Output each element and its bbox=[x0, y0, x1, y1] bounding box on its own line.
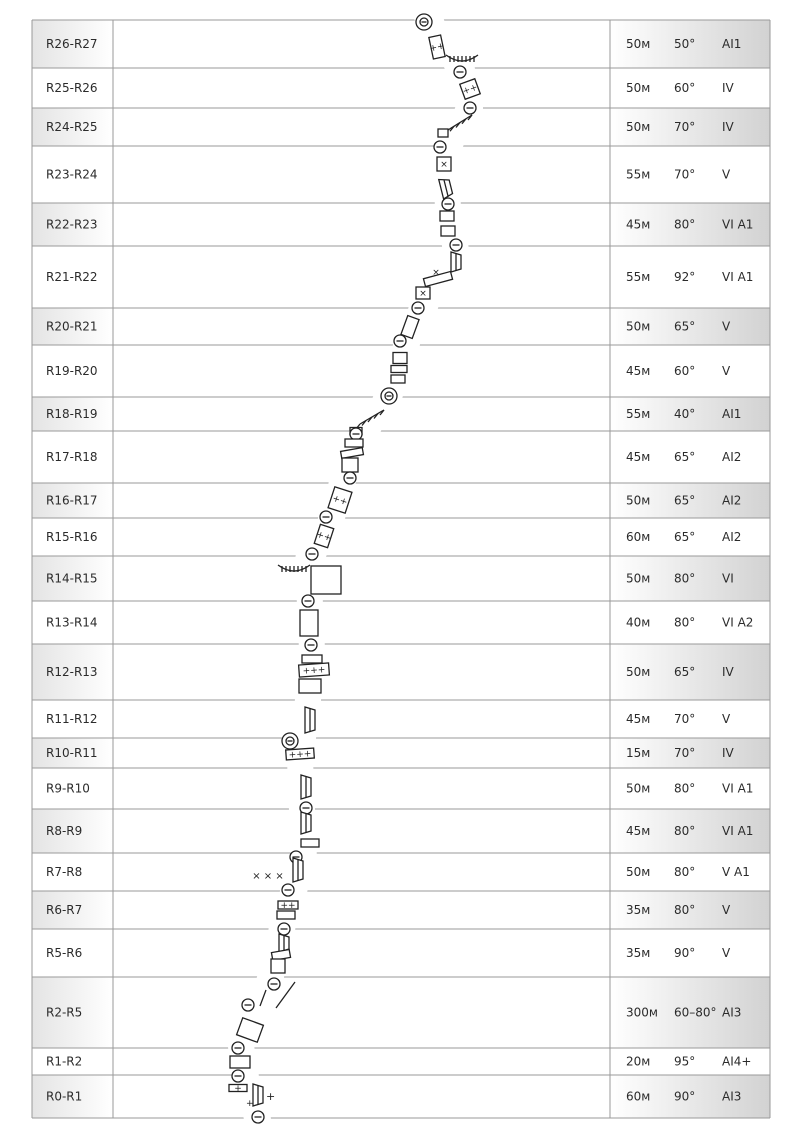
pitch-grade: AI1 bbox=[722, 407, 742, 421]
pitch-grade: VI A1 bbox=[722, 270, 754, 284]
pitch-name: R10-R11 bbox=[46, 746, 98, 760]
pitch-name: R24-R25 bbox=[46, 120, 98, 134]
pitch-grade: V bbox=[722, 946, 731, 960]
pitch-name: R16-R17 bbox=[46, 493, 98, 508]
pitch-name: R19-R20 bbox=[46, 364, 98, 378]
slab-marks: +++ bbox=[302, 665, 326, 677]
pitch-angle: 65° bbox=[674, 530, 696, 544]
dihedral-icon bbox=[301, 775, 311, 799]
pitch-angle: 70° bbox=[674, 167, 696, 182]
pitch-grade: V bbox=[722, 712, 731, 726]
dihedral-icon bbox=[301, 812, 311, 834]
terrain-block-icon bbox=[230, 1056, 250, 1068]
pitch-grade: VI A1 bbox=[722, 824, 754, 838]
terrain-block-icon bbox=[302, 655, 322, 663]
pitch-angle: 60° bbox=[674, 81, 696, 95]
pitch-grade: V A1 bbox=[722, 865, 750, 879]
pitch-length: 45м bbox=[626, 712, 651, 726]
terrain-block-icon bbox=[391, 366, 407, 373]
pitch-name: R21-R22 bbox=[46, 270, 98, 284]
pitch-grade: AI3 bbox=[722, 1005, 742, 1020]
terrain-block-icon bbox=[342, 458, 358, 472]
pitch-grade: VI A2 bbox=[722, 615, 754, 630]
pitch-length: 60м bbox=[626, 530, 651, 544]
pitch-length: 50м bbox=[626, 120, 651, 134]
dihedral-icon bbox=[293, 858, 303, 882]
dihedral-icon bbox=[253, 1084, 263, 1106]
pitch-grade: AI4+ bbox=[722, 1054, 752, 1069]
pitch-angle: 65° bbox=[674, 493, 696, 508]
pitch-name: R26-R27 bbox=[46, 37, 98, 51]
pitch-angle: 40° bbox=[674, 407, 696, 421]
pitch-name: R18-R19 bbox=[46, 407, 98, 421]
pitch-name: R15-R16 bbox=[46, 530, 98, 544]
pitch-name: R5-R6 bbox=[46, 946, 83, 960]
slab-marks: ++ bbox=[314, 529, 333, 545]
slab-marks: × bbox=[419, 289, 427, 299]
pitch-grade: IV bbox=[722, 81, 734, 95]
pitch-grade: IV bbox=[722, 120, 734, 134]
pitch-length: 45м bbox=[626, 364, 651, 378]
pitch-angle: 50° bbox=[674, 37, 696, 51]
pitch-length: 40м bbox=[626, 615, 651, 630]
pitch-angle: 65° bbox=[674, 319, 696, 334]
pitch-name: R8-R9 bbox=[46, 824, 83, 838]
pitch-angle: 92° bbox=[674, 270, 696, 284]
terrain-block-icon bbox=[438, 129, 448, 137]
pitch-angle: 80° bbox=[674, 571, 696, 586]
piton-mark: × bbox=[432, 268, 440, 278]
piton-marks: × × × bbox=[252, 871, 284, 882]
pitch-angle: 80° bbox=[674, 781, 696, 796]
slab-marks: + bbox=[234, 1084, 242, 1094]
pitch-name: R23-R24 bbox=[46, 167, 98, 182]
pitch-grade: IV bbox=[722, 665, 734, 679]
pitch-name: R14-R15 bbox=[46, 571, 98, 586]
slab-marks: ++ bbox=[461, 82, 480, 98]
terrain-block-icon bbox=[393, 353, 407, 364]
pitch-name: R7-R8 bbox=[46, 865, 83, 879]
pitch-length: 300м bbox=[626, 1005, 658, 1020]
terrain-block-icon bbox=[311, 566, 341, 594]
bolt-mark: + bbox=[246, 1099, 254, 1109]
slab-marks: × bbox=[440, 160, 448, 170]
pitch-name: R6-R7 bbox=[46, 903, 83, 917]
pitch-angle: 65° bbox=[674, 450, 696, 464]
pitch-length: 45м bbox=[626, 450, 651, 464]
pitch-angle: 90° bbox=[674, 946, 696, 960]
pitch-name: R22-R23 bbox=[46, 217, 98, 232]
pitch-angle: 70° bbox=[674, 712, 696, 726]
pitch-length: 55м bbox=[626, 167, 651, 182]
pitch-angle: 65° bbox=[674, 665, 696, 679]
pitch-name: R12-R13 bbox=[46, 665, 98, 679]
pitch-name: R9-R10 bbox=[46, 781, 90, 796]
terrain-block-icon bbox=[441, 226, 455, 236]
pitch-name: R20-R21 bbox=[46, 319, 98, 334]
pitch-length: 50м bbox=[626, 319, 651, 334]
pitch-length: 50м bbox=[626, 571, 651, 586]
pitch-length: 55м bbox=[626, 407, 651, 421]
pitch-grade: IV bbox=[722, 746, 734, 760]
pitch-name: R25-R26 bbox=[46, 81, 98, 95]
pitch-length: 35м bbox=[626, 903, 651, 917]
pitch-length: 35м bbox=[626, 946, 651, 960]
pitch-angle: 70° bbox=[674, 120, 696, 134]
terrain-block-icon bbox=[440, 211, 454, 221]
terrain-block-icon bbox=[271, 959, 285, 973]
pitch-angle: 80° bbox=[674, 615, 696, 630]
pitch-grade: AI2 bbox=[722, 530, 742, 544]
terrain-block-icon bbox=[391, 375, 405, 383]
pitch-length: 60м bbox=[626, 1089, 651, 1104]
terrain-block-icon bbox=[277, 911, 295, 919]
pitch-angle: 60–80° bbox=[674, 1005, 717, 1020]
pitch-grade: AI3 bbox=[722, 1089, 742, 1104]
slab-marks: ++ bbox=[280, 901, 296, 911]
dihedral-icon bbox=[305, 707, 315, 733]
pitch-length: 50м bbox=[626, 493, 651, 508]
bolt-mark: + bbox=[266, 1090, 276, 1103]
terrain-block-icon bbox=[301, 839, 319, 847]
pitch-length: 50м bbox=[626, 665, 651, 679]
pitch-name: R0-R1 bbox=[46, 1089, 83, 1104]
pitch-length: 20м bbox=[626, 1054, 651, 1069]
pitch-length: 45м bbox=[626, 217, 651, 232]
pitch-length: 50м bbox=[626, 37, 651, 51]
pitch-angle: 80° bbox=[674, 903, 696, 917]
terrain-block-icon bbox=[345, 439, 363, 447]
pitch-angle: 90° bbox=[674, 1089, 696, 1104]
pitch-grade: V bbox=[722, 364, 731, 378]
pitch-grade: AI2 bbox=[722, 493, 742, 508]
pitch-name: R2-R5 bbox=[46, 1005, 83, 1020]
pitch-angle: 95° bbox=[674, 1054, 696, 1069]
pitch-length: 50м bbox=[626, 781, 651, 796]
pitch-grade: VI A1 bbox=[722, 781, 754, 796]
slab-marks: ++ bbox=[330, 493, 349, 509]
dihedral-icon bbox=[451, 252, 461, 272]
pitch-length: 50м bbox=[626, 865, 651, 879]
pitch-angle: 80° bbox=[674, 217, 696, 232]
slab-marks: ++ bbox=[428, 41, 446, 55]
terrain-block-icon bbox=[299, 679, 321, 693]
pitch-length: 45м bbox=[626, 824, 651, 838]
pitch-length: 50м bbox=[626, 81, 651, 95]
pitch-name: R11-R12 bbox=[46, 712, 98, 726]
pitch-angle: 80° bbox=[674, 824, 696, 838]
pitch-length: 55м bbox=[626, 270, 651, 284]
pitch-grade: VI A1 bbox=[722, 217, 754, 232]
pitch-name: R17-R18 bbox=[46, 450, 98, 464]
pitch-angle: 70° bbox=[674, 746, 696, 760]
pitch-name: R1-R2 bbox=[46, 1054, 83, 1069]
pitch-grade: V bbox=[722, 319, 731, 334]
pitch-angle: 80° bbox=[674, 865, 696, 879]
slab-marks: +++ bbox=[288, 749, 312, 761]
terrain-block-icon bbox=[300, 610, 318, 636]
pitch-grade: AI2 bbox=[722, 450, 742, 464]
pitch-name: R13-R14 bbox=[46, 615, 98, 630]
pitch-angle: 60° bbox=[674, 364, 696, 378]
pitch-grade: AI1 bbox=[722, 37, 742, 51]
pitch-grade: VI bbox=[722, 571, 734, 586]
pitch-grade: V bbox=[722, 903, 731, 917]
pitch-grade: V bbox=[722, 167, 731, 182]
pitch-length: 15м bbox=[626, 746, 651, 760]
